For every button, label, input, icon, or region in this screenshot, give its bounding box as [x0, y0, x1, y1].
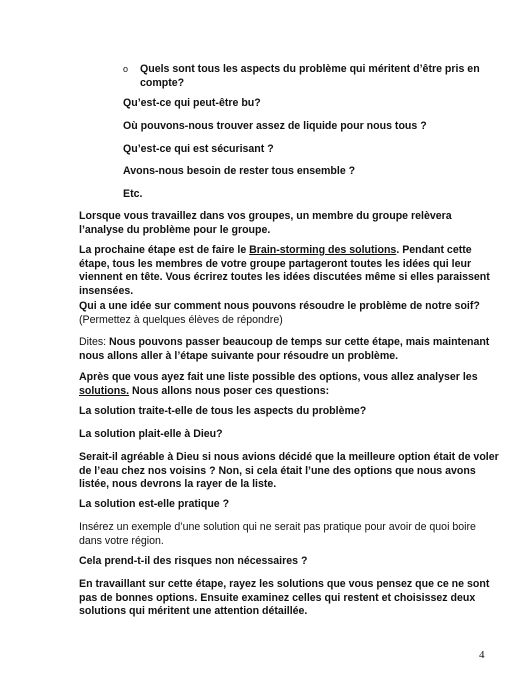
question-god: La solution plait-elle à Dieu? [79, 428, 223, 440]
bullet-marker: o [123, 64, 129, 74]
bullet-item-aspects: Quels sont tous les aspects du problème qui méritent d’être pris en compte? [140, 63, 480, 89]
paragraph-god-answer: Serait-il agréable à Dieu si nous avions décidé que la meilleure option était de voler de l’eau chez nos voisins ? Non, si cela était l’une des options que nous avons listée, nous devrons la rayer de la liste. [79, 451, 499, 491]
paragraph-practical-note: Insérez un exemple d’une solution qui ne serait pas pratique pour avoir de quoi boire dans votre région. [79, 521, 476, 547]
brainstorm-solutions-term: Brain-storming des solutions [249, 244, 397, 256]
paragraph-final: En travaillant sur cette étape, rayez les solutions que vous pensez que ce ne sont pas de bonnes options. Ensuite examinez celles qui restent et choisissez deux solutions qui méritent une attention détaillée. [79, 578, 490, 618]
paragraph-after-list [79, 371, 499, 398]
dites-text: Nous pouvons passer beaucoup de temps sur cette étape, mais maintenant nous allons aller à l’étape suivante pour résoudre un problème. [79, 336, 490, 362]
after-list-text-end: Nous allons nous poser ces questions: [129, 384, 330, 397]
question-idea: Qui a une idée sur comment nous pouvons résoudre le problème de notre soif? [79, 300, 480, 312]
question-risks: Cela prend-t-il des risques non nécessaires ? [79, 555, 308, 567]
dites-label: Dites: [79, 336, 110, 348]
after-list-text-start: Après que vous ayez fait une liste possible des options, vous allez analyser les [79, 371, 478, 383]
indented-item-secure: Qu’est-ce qui est sécurisant ? [123, 143, 274, 155]
paragraph-groups: Lorsque vous travaillez dans vos groupes, un membre du groupe relèvera l’analyse du problème pour le groupe. [79, 210, 452, 236]
page-number: 4 [479, 649, 485, 661]
paragraph-dites [79, 336, 499, 363]
question-idea-note: (Permettez à quelques élèves de répondre) [79, 314, 283, 326]
brainstorm-text-end: . Pendant cette étape, tous les membres de votre groupe partageront toutes les idées qui leur viennent en tête. Vous écrirez toutes les idées discutées même si elles paraissent insensées. [79, 244, 490, 297]
brainstorm-text-start: La prochaine étape est de faire le [79, 244, 250, 256]
indented-item-etc: Etc. [123, 188, 143, 200]
indented-item-liquid: Où pouvons-nous trouver assez de liquide pour nous tous ? [123, 120, 427, 132]
indented-item-together: Avons-nous besoin de rester tous ensemble ? [123, 165, 356, 177]
question-aspects: La solution traite-t-elle de tous les aspects du problème? [79, 405, 367, 417]
indented-item-drink: Qu’est-ce qui peut-être bu? [123, 97, 261, 109]
question-practical: La solution est-elle pratique ? [79, 498, 230, 510]
paragraph-brainstorm [79, 244, 499, 298]
solutions-term: solutions. [79, 384, 130, 397]
